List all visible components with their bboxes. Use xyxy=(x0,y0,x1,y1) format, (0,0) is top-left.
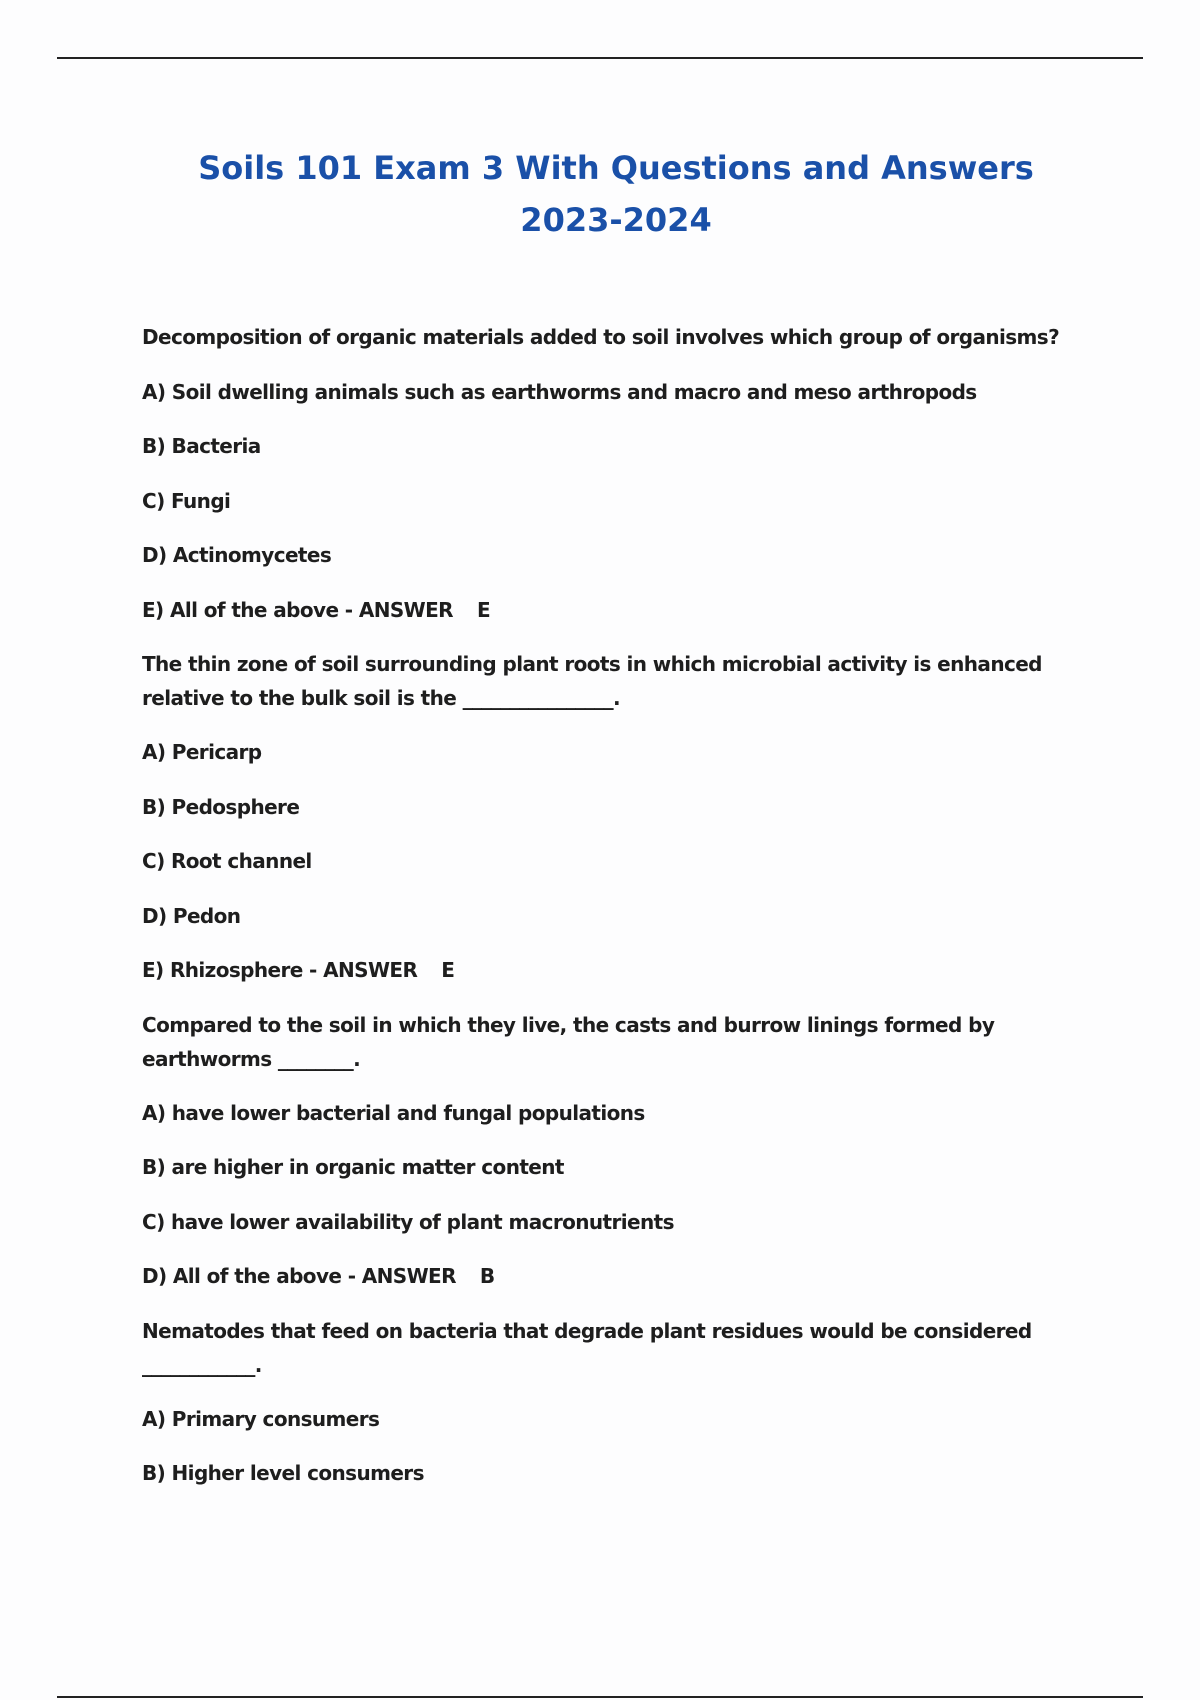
title-line-2: 2023-2024 xyxy=(520,201,712,239)
answer-option: A) Primary consumers xyxy=(142,1406,380,1431)
question-prompt: The thin zone of soil surrounding plant roots in which microbial activity is enhanced relative to the bulk soil is the ________________. xyxy=(142,652,1042,710)
correct-answer: E xyxy=(441,958,455,982)
answer-option: A) Soil dwelling animals such as earthworms and macro and meso arthropods xyxy=(142,379,977,404)
answer-option-with-key xyxy=(142,593,1082,648)
answer-option: B) Bacteria xyxy=(142,434,261,458)
question-list xyxy=(142,320,1082,1511)
answer-option: E) Rhizosphere - ANSWER xyxy=(142,958,418,982)
answer-option: B) Pedosphere xyxy=(142,794,300,819)
header-rule xyxy=(57,57,1143,59)
document-title xyxy=(0,142,1200,246)
footer-rule xyxy=(57,1696,1143,1698)
answer-option-with-key xyxy=(142,953,1082,1008)
correct-answer: E xyxy=(476,597,491,622)
question-prompt: Compared to the soil in which they live, the casts and burrow linings formed by earthworms ________. xyxy=(142,1012,995,1071)
question-prompt: Nematodes that feed on bacteria that degrade plant residues would be considered ____________. xyxy=(142,1318,1032,1377)
answer-option: B) Higher level consumers xyxy=(142,1461,424,1485)
answer-option: B) are higher in organic matter content xyxy=(142,1155,564,1179)
answer-option: C) Root channel xyxy=(142,849,312,873)
correct-answer: B xyxy=(479,1264,495,1288)
answer-option: A) have lower bacterial and fungal populations xyxy=(142,1100,645,1125)
answer-option: E) All of the above - ANSWER xyxy=(142,597,453,622)
title-line-1: Soils 101 Exam 3 With Questions and Answers xyxy=(198,149,1034,187)
answer-option: C) Fungi xyxy=(142,488,231,513)
answer-option-with-key xyxy=(142,1259,1082,1314)
answer-option: C) have lower availability of plant macronutrients xyxy=(142,1209,674,1234)
question-prompt: Decomposition of organic materials added to soil involves which group of organisms? xyxy=(142,325,1060,349)
answer-option: D) Actinomycetes xyxy=(142,543,332,567)
answer-option: D) Pedon xyxy=(142,903,241,928)
answer-option: D) All of the above - ANSWER xyxy=(142,1264,456,1288)
answer-option: A) Pericarp xyxy=(142,740,262,764)
